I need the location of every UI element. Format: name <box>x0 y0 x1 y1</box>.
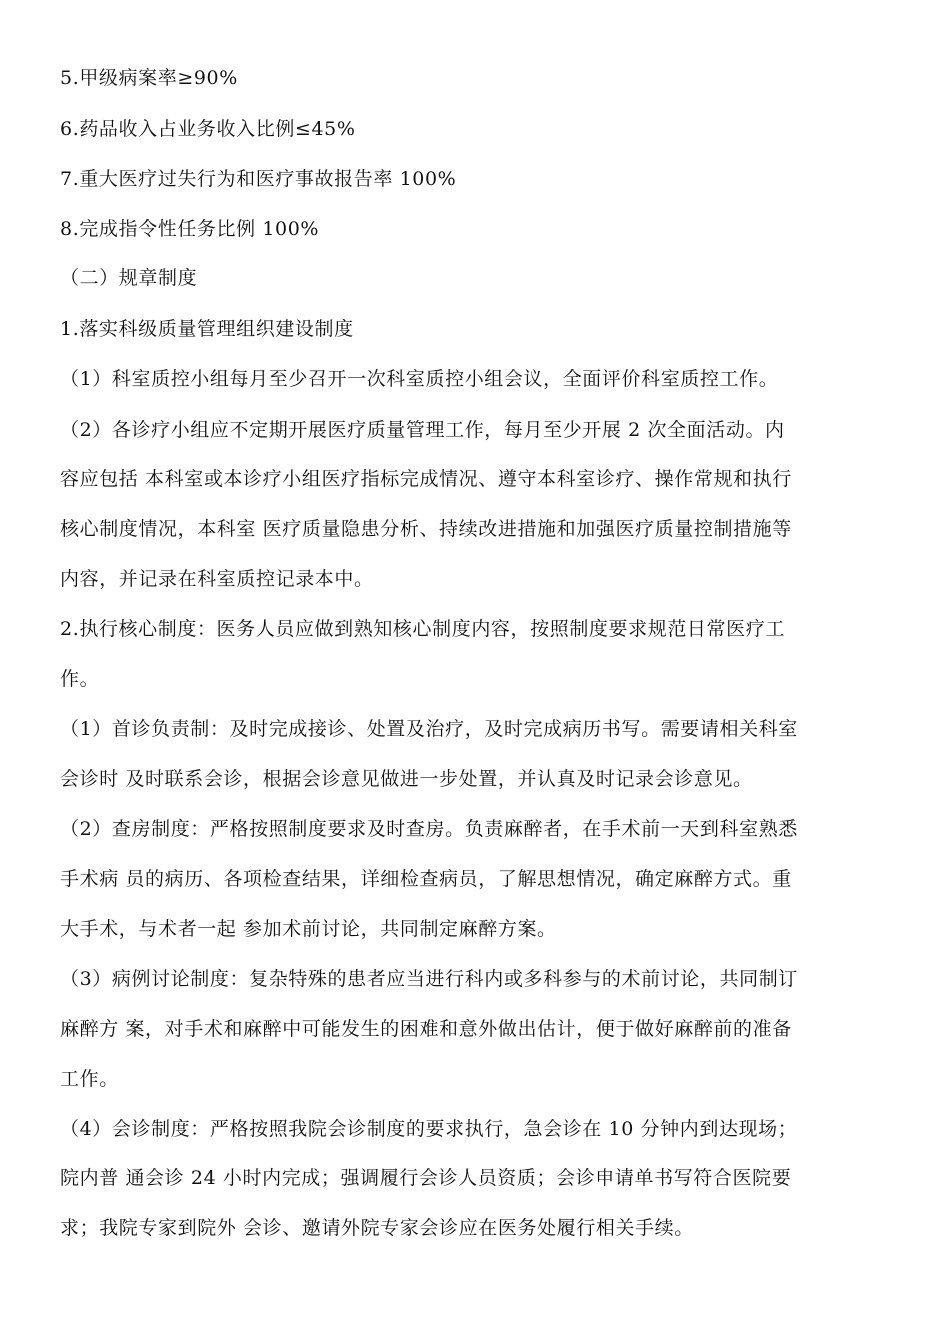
text-line: （1）首诊负责制：及时完成接诊、处置及治疗，及时完成病历书写。需要请相关科室 <box>60 718 798 740</box>
text-line: 内容，并记录在科室质控记录本中。 <box>60 568 374 590</box>
text-line: 工作。 <box>60 1068 119 1090</box>
text-line: 麻醉方 案，对手术和麻醉中可能发生的困难和意外做出估计，便于做好麻醉前的准备 <box>60 1018 792 1040</box>
text-line: （4）会诊制度：严格按照我院会诊制度的要求执行，急会诊在 10 分钟内到达现场； <box>60 1118 798 1140</box>
text-line: 院内普 通会诊 24 小时内完成；强调履行会诊人员资质；会诊申请单书写符合医院要 <box>60 1167 792 1189</box>
text-line: 1.落实科级质量管理组织建设制度 <box>60 318 354 340</box>
text-line: 8.完成指令性任务比例 100% <box>60 218 320 240</box>
text-line: 6.药品收入占业务收入比例≤45% <box>60 118 356 140</box>
text-line: 核心制度情况，本科室 医疗质量隐患分析、持续改进措施和加强医疗质量控制措施等 <box>60 518 792 540</box>
text-line: 会诊时 及时联系会诊，根据会诊意见做进一步处置，并认真及时记录会诊意见。 <box>60 768 753 790</box>
text-line: 5.甲级病案率≥90% <box>60 67 238 89</box>
text-line: 2.执行核心制度：医务人员应做到熟知核心制度内容，按照制度要求规范日常医疗工 <box>60 618 785 640</box>
text-line: （3）病例讨论制度：复杂特殊的患者应当进行科内或多科参与的术前讨论，共同制订 <box>60 968 798 990</box>
text-line: （2）各诊疗小组应不定期开展医疗质量管理工作，每月至少开展 2 次全面活动。内 <box>60 419 785 441</box>
text-line: （2）查房制度：严格按照制度要求及时查房。负责麻醉者，在手术前一天到科室熟悉 <box>60 818 798 840</box>
section-heading: （二）规章制度 <box>60 267 198 289</box>
text-line: 7.重大医疗过失行为和医疗事故报告率 100% <box>60 168 457 190</box>
text-line: 手术病 员的病历、各项检查结果，详细检查病员，了解思想情况，确定麻醉方式。重 <box>60 868 792 890</box>
text-line: 容应包括 本科室或本诊疗小组医疗指标完成情况、遵守本科室诊疗、操作常规和执行 <box>60 468 792 490</box>
text-line: 作。 <box>60 668 100 690</box>
text-line: 大手术，与术者一起 参加术前讨论，共同制定麻醉方案。 <box>60 918 557 940</box>
text-line: （1）科室质控小组每月至少召开一次科室质控小组会议，全面评价科室质控工作。 <box>60 368 779 390</box>
text-line: 求；我院专家到院外 会诊、邀请外院专家会诊应在医务处履行相关手续。 <box>60 1217 694 1239</box>
